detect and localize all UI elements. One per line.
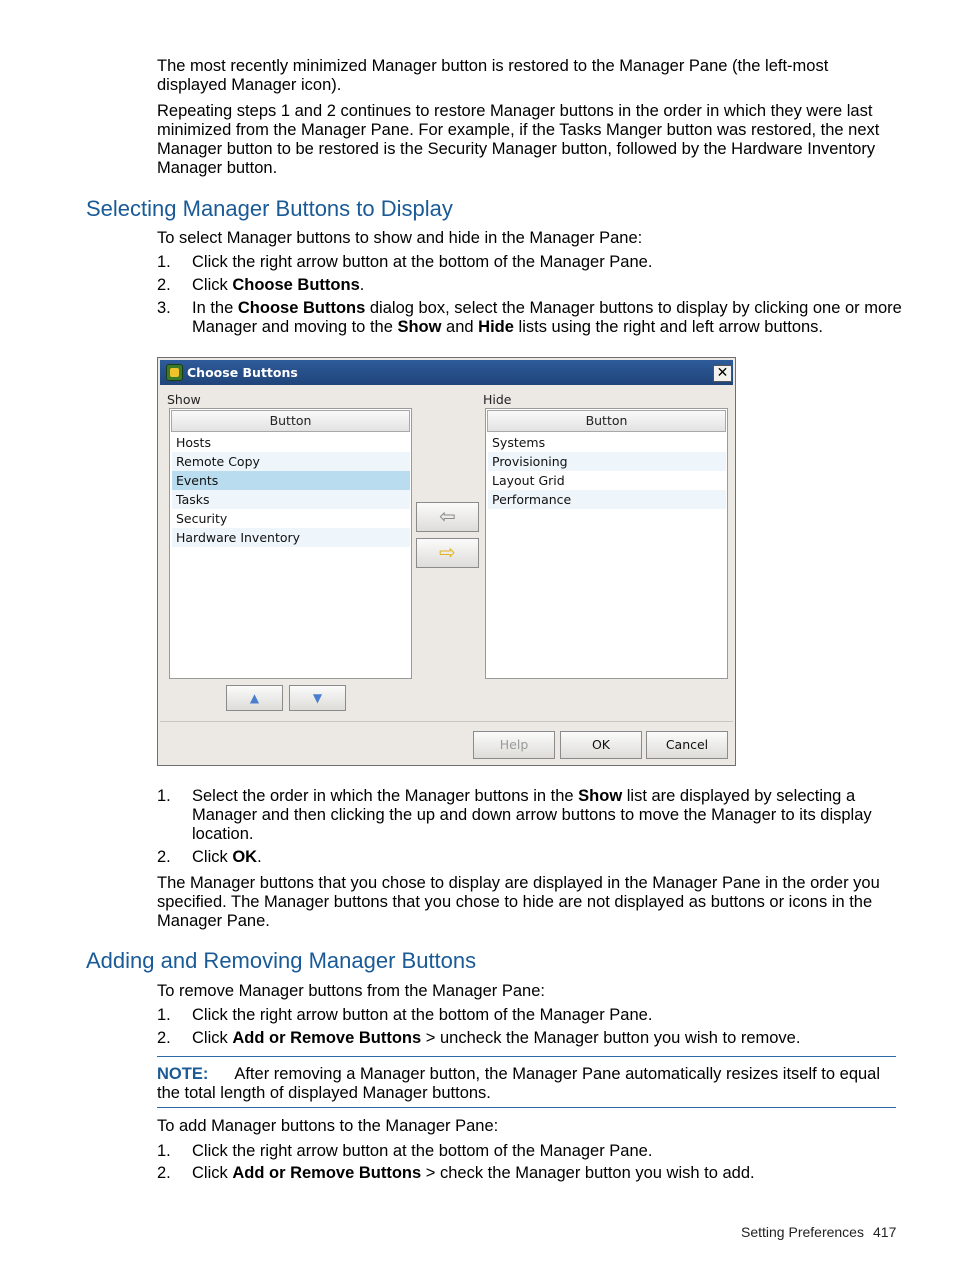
step-number: 3. [157,299,171,317]
move-up-button[interactable] [226,685,283,711]
step-text-mid: dialog box, select the Manager buttons to display by clicking one or more Manager and moving to the [192,299,902,336]
choose-buttons-dialog [157,357,736,766]
step-text: Click the right arrow button at the bottom of the Manager Pane. [192,1142,653,1160]
step-text [192,1164,902,1183]
step-number: 1. [157,787,171,805]
intro-paragraph-1: The most recently minimized Manager button is restored to the Manager Pane (the left-most displayed Manager icon). [157,57,829,94]
step-text-pre: Click [192,1164,233,1182]
step-text-post: lists using the right and left arrow buttons. [513,318,824,336]
show-label: Show [167,392,201,407]
dialog-title-bar[interactable] [160,360,733,385]
note-box [157,1065,897,1103]
note-label: NOTE: [157,1065,209,1083]
list-item[interactable]: Systems [492,435,546,450]
show-list-header[interactable]: Button [171,410,410,432]
step-text-pre: Select the order in which the Manager buttons in the [192,787,579,805]
right-arrow-icon: ⇨ [439,540,456,564]
step-number: 1. [157,1006,171,1024]
step-number: 2. [157,276,171,294]
step-number: 1. [157,253,171,271]
step-text-pre: Click [192,276,233,294]
note-bottom-rule [157,1107,896,1108]
section2-remove-lead: To remove Manager buttons from the Manager Pane: [157,982,545,1000]
dialog-title: Choose Buttons [187,365,298,380]
list-item[interactable]: Tasks [172,490,410,509]
section1-lead: To select Manager buttons to show and hide in the Manager Pane: [157,229,643,247]
step-text-pre: Click [192,848,233,866]
step-text [192,299,902,337]
step-number: 2. [157,1164,171,1182]
list-item[interactable]: Hosts [176,435,211,450]
step-text-bold: OK [232,848,258,866]
step-text [192,848,902,867]
list-item[interactable]: Layout Grid [492,473,565,488]
move-down-button[interactable] [289,685,346,711]
step-text: Click the right arrow button at the bottom of the Manager Pane. [192,1006,653,1024]
left-arrow-icon: ⇦ [439,504,456,528]
move-left-button[interactable] [416,502,479,532]
help-button[interactable]: Help [473,731,555,759]
intro-paragraph-2: Repeating steps 1 and 2 continues to restore Manager buttons in the order in which they were last minimized from the Manager Pane. For example, if the Tasks Manger button was restored, the next Manager button to be restored is the Security Manager button, followed by the Hardware Inventory Manager button. [157,102,880,177]
step-text-post: . [257,848,262,866]
step-text-post: list are displayed by selecting a Manager and then clicking the up and down arrow buttons to move the Manager to its display location. [192,787,872,843]
list-item[interactable]: Remote Copy [172,452,410,471]
step-number: 2. [157,848,171,866]
step-text-bold-show: Show [397,318,442,336]
close-button[interactable] [713,365,732,382]
dialog-separator [160,721,733,722]
close-icon: ✕ [716,365,729,381]
step-text-pre: Click [192,1029,233,1047]
hide-list[interactable] [485,408,728,679]
up-arrow-icon: ▲ [249,691,260,705]
step-text-post: > uncheck the Manager button you wish to remove. [421,1029,801,1047]
step-text-bold: Show [578,787,623,805]
step-text-bold: Choose Buttons [232,276,360,294]
step-text-bold-hide: Hide [478,318,514,336]
list-item[interactable]: Security [176,511,228,526]
show-list[interactable] [169,408,412,679]
down-arrow-icon: ▼ [312,691,323,705]
move-right-button[interactable] [416,538,479,568]
step-number: 1. [157,1142,171,1160]
step-text-mid2: and [441,318,479,336]
step-number: 2. [157,1029,171,1047]
note-top-rule [157,1056,896,1057]
app-icon [166,364,183,381]
step-text-bold: Add or Remove Buttons [232,1164,422,1182]
section-heading-adding-removing: Adding and Removing Manager Buttons [86,948,477,973]
ok-button[interactable]: OK [560,731,642,759]
section-heading-selecting: Selecting Manager Buttons to Display [86,196,453,221]
hide-list-header[interactable]: Button [487,410,726,432]
list-item[interactable]: Hardware Inventory [172,528,410,547]
step-text-pre: In the [192,299,238,317]
step-text-bold: Choose Buttons [237,299,366,317]
step-text [192,787,902,844]
step-text-bold: Add or Remove Buttons [232,1029,422,1047]
page-number: 417 [873,1224,897,1240]
list-item[interactable]: Provisioning [488,452,726,471]
hide-label: Hide [483,392,512,407]
cancel-button[interactable]: Cancel [646,731,728,759]
step-text [192,276,902,295]
step-text-post: > check the Manager button you wish to add. [421,1164,755,1182]
list-item-selected[interactable]: Events [172,471,410,490]
section1-closing-paragraph: The Manager buttons that you chose to display are displayed in the Manager Pane in the order you specified. The Manager buttons that you chose to hide are not displayed as buttons or icons in the Manager Pane. [157,874,880,930]
footer-section-title: Setting Preferences [741,1224,864,1240]
list-item[interactable]: Performance [488,490,726,509]
step-text [192,1029,902,1048]
note-text: After removing a Manager button, the Manager Pane automatically resizes itself to equal the total length of displayed Manager buttons. [157,1065,881,1102]
section2-add-lead: To add Manager buttons to the Manager Pane: [157,1117,499,1135]
step-text: Click the right arrow button at the bottom of the Manager Pane. [192,253,653,271]
step-text-post: . [359,276,365,294]
